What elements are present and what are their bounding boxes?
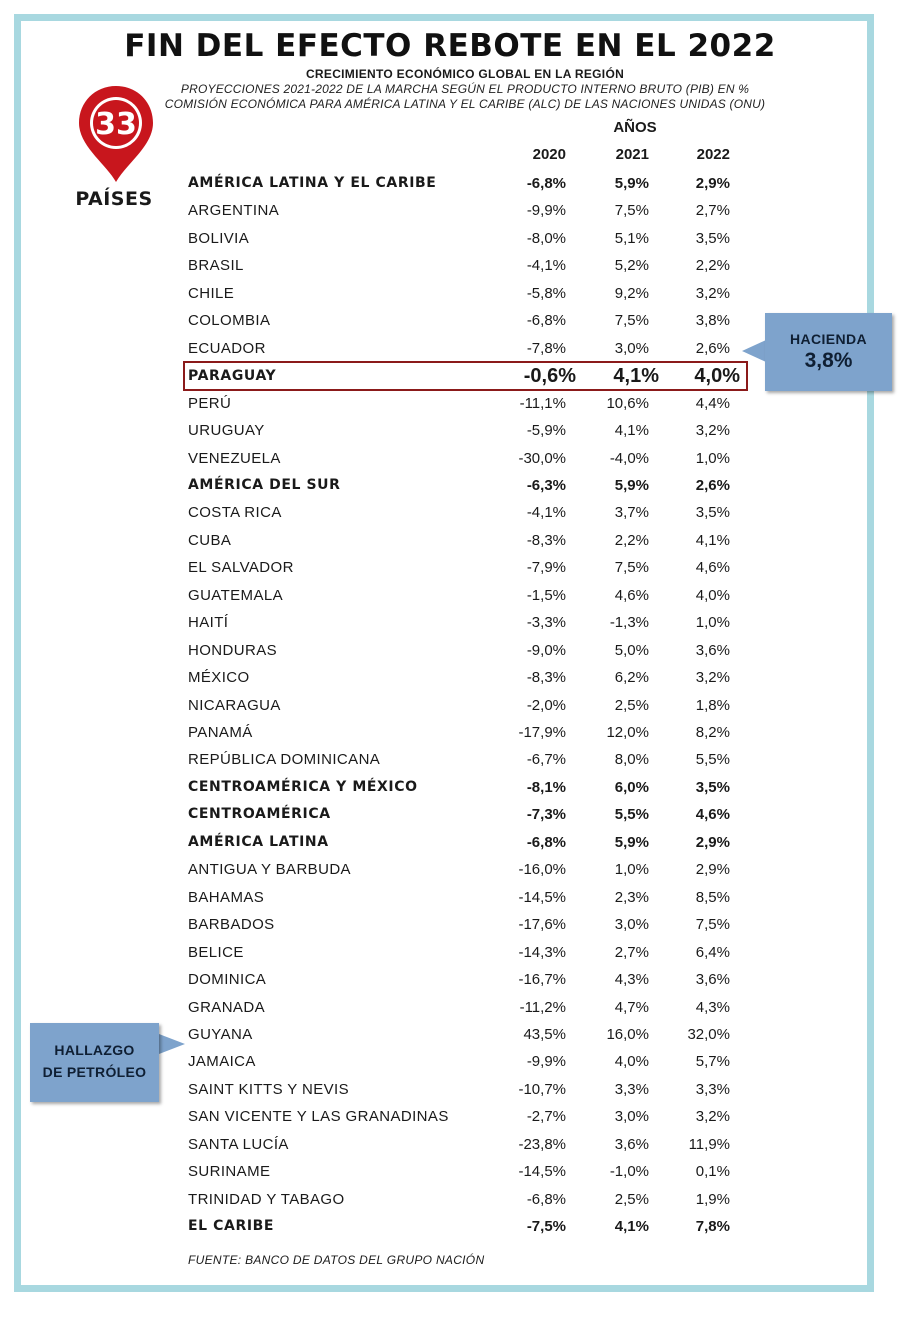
table-row: [0, 1213, 900, 1240]
value-2022: 11,9%: [688, 1135, 730, 1153]
value-2021: 12,0%: [606, 724, 649, 741]
value-2021: -1,3%: [609, 614, 649, 632]
value-2022: 1,0%: [695, 449, 730, 467]
value-2021: 2,7%: [614, 943, 649, 961]
value-2020: -6,8%: [526, 1190, 566, 1208]
description-line-1: PROYECCIONES 2021-2022 DE LA MARCHA SEGÚN EL PRODUCTO INTERNO BRUTO (PIB) EN %: [180, 82, 750, 96]
value-2022: 8,2%: [695, 724, 730, 741]
value-2021: 4,1%: [613, 365, 659, 388]
value-2021: 4,6%: [614, 586, 649, 604]
row-label: BAHAMAS: [188, 888, 265, 906]
column-header-2021: 2021: [615, 146, 649, 163]
row-label: TRINIDAD Y TABAGO: [188, 1190, 345, 1208]
table-row: [0, 445, 900, 472]
value-2022: 1,0%: [695, 614, 730, 632]
value-2022: 3,5%: [695, 229, 730, 247]
value-2021: 9,2%: [614, 284, 649, 302]
value-2022: 7,5%: [695, 916, 730, 934]
table-row: [0, 884, 900, 911]
value-2022: 4,0%: [694, 365, 740, 388]
value-2021: 2,5%: [614, 1190, 649, 1208]
value-2020: -6,3%: [526, 476, 566, 494]
petroleo-callout-line-1: HALLAZGO: [54, 1042, 135, 1058]
row-label: EL CARIBE: [188, 1218, 275, 1235]
value-2021: 1,0%: [614, 861, 649, 879]
value-2021: 6,2%: [614, 669, 649, 687]
value-2022: 3,5%: [695, 778, 730, 796]
row-label: URUGUAY: [188, 422, 265, 440]
description-line-2: COMISIÓN ECONÓMICA PARA AMÉRICA LATINA Y EL CARIBE (ALC) DE LAS NACIONES UNIDAS (ONU): [164, 97, 766, 111]
row-label: SAN VICENTE Y LAS GRANADINAS: [188, 1108, 449, 1126]
row-label: SANTA LUCÍA: [188, 1135, 289, 1153]
table-row: [0, 527, 900, 554]
row-label: SAINT KITTS Y NEVIS: [188, 1080, 349, 1098]
value-2022: 4,4%: [695, 394, 730, 412]
value-2020: -6,7%: [526, 751, 566, 769]
value-2020: -16,7%: [518, 971, 566, 989]
value-2022: 2,2%: [695, 257, 730, 275]
value-2021: 3,3%: [614, 1080, 649, 1098]
value-2020: -2,0%: [526, 696, 566, 714]
value-2020: -8,0%: [526, 229, 566, 247]
table-row: [0, 664, 900, 691]
table-row: [0, 719, 900, 746]
row-label: JAMAICA: [188, 1053, 256, 1071]
source-note: FUENTE: BANCO DE DATOS DEL GRUPO NACIÓN: [188, 1253, 485, 1267]
value-2020: -5,9%: [526, 422, 566, 440]
table-row: [183, 361, 748, 391]
value-2020: -7,3%: [526, 806, 566, 824]
table-row: [0, 829, 900, 856]
value-2021: 2,5%: [614, 696, 649, 714]
value-2022: 2,9%: [695, 175, 730, 192]
row-label: COLOMBIA: [188, 312, 271, 330]
table-row: [0, 390, 900, 417]
row-label: AMÉRICA LATINA Y EL CARIBE: [188, 175, 437, 191]
value-2020: -9,0%: [526, 641, 566, 659]
row-label: ANTIGUA Y BARBUDA: [188, 861, 351, 879]
value-2022: 3,6%: [695, 971, 730, 989]
value-2022: 5,5%: [695, 751, 730, 769]
value-2020: -1,5%: [526, 586, 566, 604]
value-2020: -8,1%: [526, 778, 566, 796]
value-2020: -2,7%: [526, 1108, 566, 1126]
row-label: BOLIVIA: [188, 229, 250, 247]
table-row: [0, 280, 900, 307]
value-2021: 10,6%: [606, 394, 649, 412]
value-2021: 4,1%: [614, 422, 649, 440]
row-label: NICARAGUA: [188, 696, 281, 714]
value-2022: 7,8%: [695, 1218, 730, 1236]
table-row: [0, 609, 900, 636]
value-2021: 7,5%: [614, 312, 649, 330]
value-2021: 3,0%: [614, 916, 649, 934]
value-2020: -6,8%: [526, 312, 566, 330]
table-row: [0, 1158, 900, 1185]
row-label: REPÚBLICA DOMINICANA: [188, 751, 381, 769]
table-row: [0, 554, 900, 581]
table-row: [0, 170, 900, 197]
value-2021: 3,0%: [614, 1108, 649, 1126]
table-row: [0, 499, 900, 526]
column-header-2022: 2022: [696, 146, 730, 163]
hacienda-callout-value: 3,8%: [804, 349, 853, 372]
value-2020: -9,9%: [526, 1053, 566, 1071]
value-2021: 5,9%: [614, 476, 649, 494]
row-label: ARGENTINA: [188, 202, 280, 220]
chart-subtitle: CRECIMIENTO ECONÓMICO GLOBAL EN LA REGIÓN: [305, 67, 625, 81]
table-row: [0, 197, 900, 224]
value-2021: 3,0%: [614, 339, 649, 357]
value-2021: 5,9%: [614, 175, 649, 192]
value-2021: 6,0%: [614, 778, 649, 796]
value-2020: -14,3%: [518, 943, 566, 961]
row-label: AMÉRICA LATINA: [188, 833, 329, 850]
value-2022: 32,0%: [687, 1025, 730, 1043]
petroleo-callout-line-2: DE PETRÓLEO: [42, 1064, 147, 1080]
row-label: HAITÍ: [188, 614, 229, 632]
row-label: CENTROAMÉRICA: [188, 806, 331, 823]
value-2021: 2,2%: [614, 531, 649, 549]
row-label: CENTROAMÉRICA Y MÉXICO: [188, 778, 418, 795]
value-2022: 4,6%: [695, 806, 730, 824]
value-2021: 5,9%: [614, 833, 649, 851]
value-2020: -7,5%: [526, 1218, 566, 1236]
value-2020: -14,5%: [518, 1163, 566, 1181]
value-2022: 3,5%: [695, 504, 730, 522]
row-label: GRANADA: [188, 998, 265, 1016]
value-2020: -7,8%: [526, 339, 566, 357]
row-label: EL SALVADOR: [188, 559, 294, 577]
table-row: [0, 692, 900, 719]
value-2020: -3,3%: [526, 614, 566, 632]
value-2022: 4,1%: [695, 531, 730, 549]
value-2020: -11,2%: [519, 998, 566, 1016]
row-label: BELICE: [188, 943, 244, 961]
column-header-2020: 2020: [532, 146, 566, 163]
value-2020: -8,3%: [526, 669, 566, 687]
value-2021: 5,5%: [614, 806, 649, 824]
row-label: SURINAME: [188, 1163, 271, 1181]
value-2022: 2,9%: [695, 833, 730, 851]
value-2022: 2,6%: [695, 476, 730, 494]
value-2020: -11,1%: [519, 394, 566, 412]
row-label: AMÉRICA DEL SUR: [188, 476, 341, 493]
value-2020: -17,6%: [518, 916, 566, 934]
value-2020: -17,9%: [518, 724, 566, 741]
value-2022: 6,4%: [695, 943, 730, 961]
table-row: [0, 801, 900, 828]
value-2021: 5,2%: [614, 257, 649, 275]
value-2020: -16,0%: [518, 861, 566, 879]
table-row: [0, 1186, 900, 1213]
value-2022: 5,7%: [695, 1053, 730, 1071]
value-2022: 4,3%: [695, 998, 730, 1016]
value-2020: -10,7%: [518, 1080, 566, 1098]
value-2020: -23,8%: [518, 1135, 566, 1153]
row-label: GUATEMALA: [188, 586, 284, 604]
value-2022: 3,8%: [695, 312, 730, 330]
value-2021: 4,3%: [614, 971, 649, 989]
row-label: HONDURAS: [188, 641, 278, 659]
row-label: PARAGUAY: [188, 368, 277, 385]
value-2022: 4,6%: [695, 559, 730, 577]
table-row: [0, 856, 900, 883]
value-2020: -7,9%: [526, 559, 566, 577]
value-2020: -30,0%: [518, 449, 566, 467]
row-label: COSTA RICA: [188, 504, 282, 522]
value-2022: 3,6%: [695, 641, 730, 659]
value-2021: 5,1%: [614, 229, 649, 247]
value-2022: 3,2%: [695, 1108, 730, 1126]
value-2020: -0,6%: [523, 365, 576, 388]
value-2022: 1,8%: [695, 696, 730, 714]
table-row: [0, 746, 900, 773]
value-2021: 3,7%: [614, 504, 649, 522]
value-2021: 16,0%: [606, 1025, 649, 1043]
value-2022: 3,2%: [695, 422, 730, 440]
value-2022: 2,6%: [695, 339, 730, 357]
table-row: [0, 582, 900, 609]
value-2020: -8,3%: [526, 531, 566, 549]
petroleo-callout-pointer: [159, 1034, 185, 1054]
row-label: ECUADOR: [188, 339, 266, 357]
table-row: [0, 966, 900, 993]
value-2021: 7,5%: [614, 202, 649, 220]
table-row: [0, 225, 900, 252]
value-2021: -4,0%: [609, 449, 649, 467]
row-label: BRASIL: [188, 257, 244, 275]
row-label: PERÚ: [188, 394, 232, 412]
value-2021: 5,0%: [614, 641, 649, 659]
value-2020: -6,8%: [526, 175, 566, 192]
table-row: [0, 637, 900, 664]
chart-title: FIN DEL EFECTO REBOTE EN EL 2022: [124, 28, 776, 64]
table-row: [0, 1131, 900, 1158]
table-row: [0, 911, 900, 938]
row-label: BARBADOS: [188, 916, 275, 934]
value-2020: -4,1%: [526, 257, 566, 275]
location-pin-icon: [76, 84, 156, 184]
table-row: [0, 472, 900, 499]
value-2021: 4,7%: [614, 998, 649, 1016]
value-2022: 1,9%: [695, 1190, 730, 1208]
row-label: GUYANA: [188, 1025, 253, 1043]
value-2021: 2,3%: [614, 888, 649, 906]
value-2022: 4,0%: [695, 586, 730, 604]
value-2022: 2,7%: [695, 202, 730, 220]
badge-number: 33: [95, 107, 137, 142]
table-row: [0, 1103, 900, 1130]
value-2021: 4,0%: [614, 1053, 649, 1071]
value-2020: -9,9%: [526, 202, 566, 220]
value-2020: -14,5%: [518, 888, 566, 906]
value-2020: 43,5%: [523, 1025, 566, 1043]
table-row: [0, 417, 900, 444]
value-2021: -1,0%: [609, 1163, 649, 1181]
value-2022: 2,9%: [695, 861, 730, 879]
value-2022: 0,1%: [695, 1163, 730, 1181]
row-label: PANAMÁ: [188, 724, 253, 741]
row-label: MÉXICO: [188, 669, 250, 687]
value-2020: -6,8%: [526, 833, 566, 851]
table-row: [0, 939, 900, 966]
row-label: CUBA: [188, 531, 232, 549]
value-2020: -5,8%: [526, 284, 566, 302]
value-2021: 8,0%: [614, 751, 649, 769]
value-2021: 7,5%: [614, 559, 649, 577]
column-group-header: AÑOS: [613, 119, 657, 136]
value-2021: 3,6%: [614, 1135, 649, 1153]
badge-label: PAÍSES: [75, 188, 153, 210]
table-row: [0, 994, 900, 1021]
hacienda-callout: [765, 313, 892, 391]
row-label: CHILE: [188, 284, 235, 302]
value-2022: 3,3%: [695, 1080, 730, 1098]
value-2022: 8,5%: [695, 888, 730, 906]
value-2020: -4,1%: [526, 504, 566, 522]
row-label: VENEZUELA: [188, 449, 281, 467]
row-label: DOMINICA: [188, 971, 267, 989]
petroleo-callout: [30, 1023, 159, 1102]
hacienda-callout-label: HACIENDA: [789, 331, 868, 347]
table-row: [0, 252, 900, 279]
hacienda-callout-pointer: [742, 340, 766, 362]
value-2022: 3,2%: [695, 669, 730, 687]
table-row: [0, 774, 900, 801]
value-2022: 3,2%: [695, 284, 730, 302]
value-2021: 4,1%: [614, 1218, 649, 1236]
